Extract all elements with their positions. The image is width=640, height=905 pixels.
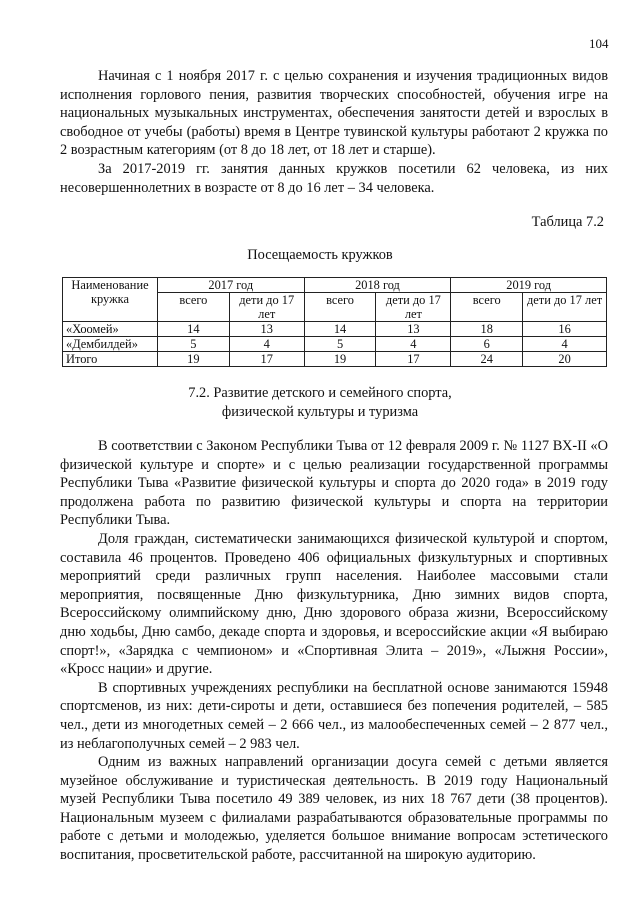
page-number: 104 <box>589 36 609 51</box>
cell: 6 <box>451 337 523 352</box>
cell: 17 <box>376 352 451 367</box>
body-paragraph-1: В соответствии с Законом Республики Тыва от 12 февраля 2009 г. № 1127 ВХ-II «О физической культуре и спорте» и с целью реализации государственной программы Республики Тыва «Развитие физической культуры и спорта до 2020 года» в 2019 году продолжена работа по развитию физической культуры и спорта на территории Республики Тыва. <box>60 438 608 529</box>
body-text <box>60 437 608 865</box>
name-column-header: Наименование кружка <box>63 278 158 322</box>
cell: 4 <box>229 337 304 352</box>
cell: 14 <box>304 322 376 337</box>
cell: 19 <box>157 352 229 367</box>
cell: 24 <box>451 352 523 367</box>
cell: 14 <box>157 322 229 337</box>
section-title-line-1: 7.2. Развитие детского и семейного спорта, <box>188 385 452 401</box>
cell: 4 <box>523 337 607 352</box>
year-header-2017: 2017 год <box>157 278 304 293</box>
row-name: «Дембилдей» <box>63 337 158 352</box>
year-header-2019: 2019 год <box>451 278 607 293</box>
subheader-children-2019: дети до 17 лет <box>523 293 607 322</box>
table-row <box>63 337 607 352</box>
subheader-children-2017: дети до 17 лет <box>229 293 304 322</box>
table-header-row <box>63 278 607 293</box>
section-title <box>0 384 640 422</box>
cell: 5 <box>304 337 376 352</box>
cell: 20 <box>523 352 607 367</box>
intro-paragraph-1: Начиная с 1 ноября 2017 г. с целью сохранения и изучения традиционных видов исполнения горлового пения, развития творческих способностей, обучения игре на национальных музыкальных инструментах, обеспечения занятости детей и взрослых в свободное от учебы (работы) время в Центре тувинской культуры работают 2 кружка по 2 возрастным категориям (от 8 до 18 лет, от 18 лет и старше). <box>60 68 608 159</box>
cell: 4 <box>376 337 451 352</box>
subheader-total-2017: всего <box>157 293 229 322</box>
cell: 5 <box>157 337 229 352</box>
cell: 18 <box>451 322 523 337</box>
body-paragraph-4: Одним из важных направлений организации досуга семей с детьми является музейное обслуживание и туристическая деятельность. В 2019 году Национальный музей Республики Тыва посетило 49 389 человек, из них 18 767 дети (38 процентов). Национальным музеем с филиалами разрабатываются образовательные программы по работе с детьми и молодежью, уделяется большое внимание вопросам эстетического воспитания, просветительской работе, рассчитанной на широкую аудиторию. <box>60 754 608 864</box>
body-paragraph-2: Доля граждан, систематически занимающихся физической культурой и спортом, составила 46 процентов. Проведено 406 официальных физкультурных и спортивных мероприятий среди различных групп населения. Наиболее массовыми стали мероприятия, посвященные Дню физкультурника, Дню зимних видов спорта, Всероссийскому олимпийскому дню, Дню здорового образа жизни, Всероссийскому дню ходьбы, Дню самбо, декаде спорта и здоровья, и всероссийские акции «Я выбираю спорт!», «Зарядка с чемпионом» и «Спортивная Элита – 2019», «Лыжня России», «Кросс нации» и другие. <box>60 530 608 678</box>
subheader-total-2018: всего <box>304 293 376 322</box>
year-header-2018: 2018 год <box>304 278 451 293</box>
cell: 16 <box>523 322 607 337</box>
attendance-table <box>62 277 607 367</box>
table-row-total <box>63 352 607 367</box>
table-row <box>63 322 607 337</box>
section-title-line-2: физической культуры и туризма <box>221 404 419 420</box>
table-title: Посещаемость кружков <box>247 247 393 263</box>
intro-paragraph-2: За 2017-2019 гг. занятия данных кружков посетили 62 человека, из них несовершеннолетних в возрасте от 8 до 16 лет – 34 человека. <box>60 160 608 196</box>
body-paragraph-3: В спортивных учреждениях республики на бесплатной основе занимаются 15948 спортсменов, из них: дети-сироты и дети, оставшиеся без попечения родителей, – 585 чел., дети из многодетных семей – 2 666 чел., из малообеспеченных семей – 2 877 чел., из неблагополучных семей – 2 983 чел. <box>60 679 608 752</box>
table-label: Таблица 7.2 <box>531 214 604 230</box>
cell: 17 <box>229 352 304 367</box>
row-name: Итого <box>63 352 158 367</box>
cell: 13 <box>376 322 451 337</box>
cell: 13 <box>229 322 304 337</box>
intro-text <box>60 67 608 197</box>
subheader-total-2019: всего <box>451 293 523 322</box>
row-name: «Хоомей» <box>63 322 158 337</box>
cell: 19 <box>304 352 376 367</box>
subheader-children-2018: дети до 17 лет <box>376 293 451 322</box>
